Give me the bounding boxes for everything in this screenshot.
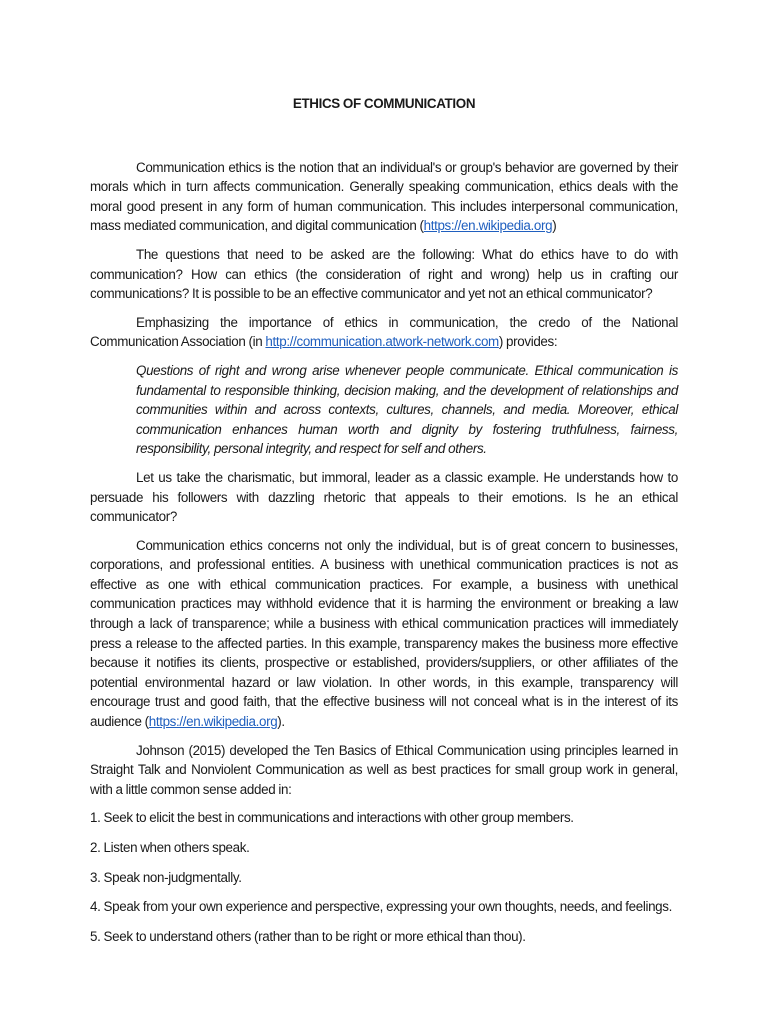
- paragraph-2: The questions that need to be asked are the following: What do ethics have to do with communication? How can ethics (the consideration of right and wrong) help us in crafting our communications? It is possible to be an effective communicator and yet not an ethical communicator?: [90, 246, 678, 302]
- paragraph-5: [90, 536, 678, 732]
- document-title: ETHICS OF COMMUNICATION: [292, 96, 476, 111]
- document-page: [90, 94, 678, 956]
- paragraph-3-tail: ) provides:: [498, 334, 558, 350]
- list-item: 5. Seek to understand others (rather than to be right or more ethical than thou).: [90, 928, 526, 944]
- paragraph-3: [90, 313, 678, 352]
- paragraph-1-text: Communication ethics is the notion that an individual's or group's behavior are governed by their morals which in turn affects communication. Generally speaking communication, ethics deals with the moral good present in any form of human communication. This includes interpersonal communication, mass mediated communication, and digital communication (: [90, 159, 678, 234]
- paragraph-3-text: Emphasizing the importance of ethics in communication, the credo of the National Communication Association (in: [90, 314, 678, 350]
- list-item: 1. Seek to elicit the best in communications and interactions with other group members.: [90, 810, 574, 826]
- paragraph-4: Let us take the charismatic, but immoral, leader as a classic example. He understands how to persuade his followers with dazzling rhetoric that appeals to their emotions. Is he an ethical communicator?: [90, 469, 678, 525]
- nca-link[interactable]: http://communication.atwork-network.com: [265, 334, 499, 350]
- nca-credo-quote: Questions of right and wrong arise whenever people communicate. Ethical communication is fundamental to responsible thinking, decision making, and the development of relationships and communities within and across contexts, cultures, channels, and media. Moreover, ethical communication enhances human worth and dignity by fostering truthfulness, fairness, responsibility, personal integrity, and respect for self and others.: [136, 362, 678, 457]
- paragraph-5-text: Communication ethics concerns not only the individual, but is of great concern to businesses, corporations, and professional entities. A business with unethical communication practices is not as effective as one with ethical communication practices. For example, a business with unethical communication practices may withhold evidence that it is harming the environment or breaking a law through a lack of transparence; while a business with ethical communication practices will immediately press a release to the affected parties. In this example, transparency makes the business more effective because it notifies its clients, prospective or established, providers/suppliers, or other affiliates of the potential environmental hazard or law violation. In other words, in this example, transparency will encourage trust and good faith, that the effective business will not conceal what is in the interest of its audience (: [90, 537, 678, 730]
- list-item: 3. Speak non-judgmentally.: [90, 869, 242, 885]
- paragraph-1: [90, 158, 678, 236]
- list-item: 4. Speak from your own experience and perspective, expressing your own thoughts, needs, and feelings.: [90, 899, 672, 915]
- wikipedia-link-2[interactable]: https://en.wikipedia.org: [148, 714, 278, 730]
- ethics-basics-list: [90, 808, 678, 946]
- paragraph-1-tail: ): [552, 218, 557, 234]
- list-item: 2. Listen when others speak.: [90, 840, 250, 855]
- paragraph-6: Johnson (2015) developed the Ten Basics of Ethical Communication using principles learned in Straight Talk and Nonviolent Communication as well as best practices for small group work in general, with a little common sense added in:: [90, 742, 678, 797]
- paragraph-5-tail: ).: [277, 714, 285, 730]
- wikipedia-link[interactable]: https://en.wikipedia.org: [423, 218, 553, 234]
